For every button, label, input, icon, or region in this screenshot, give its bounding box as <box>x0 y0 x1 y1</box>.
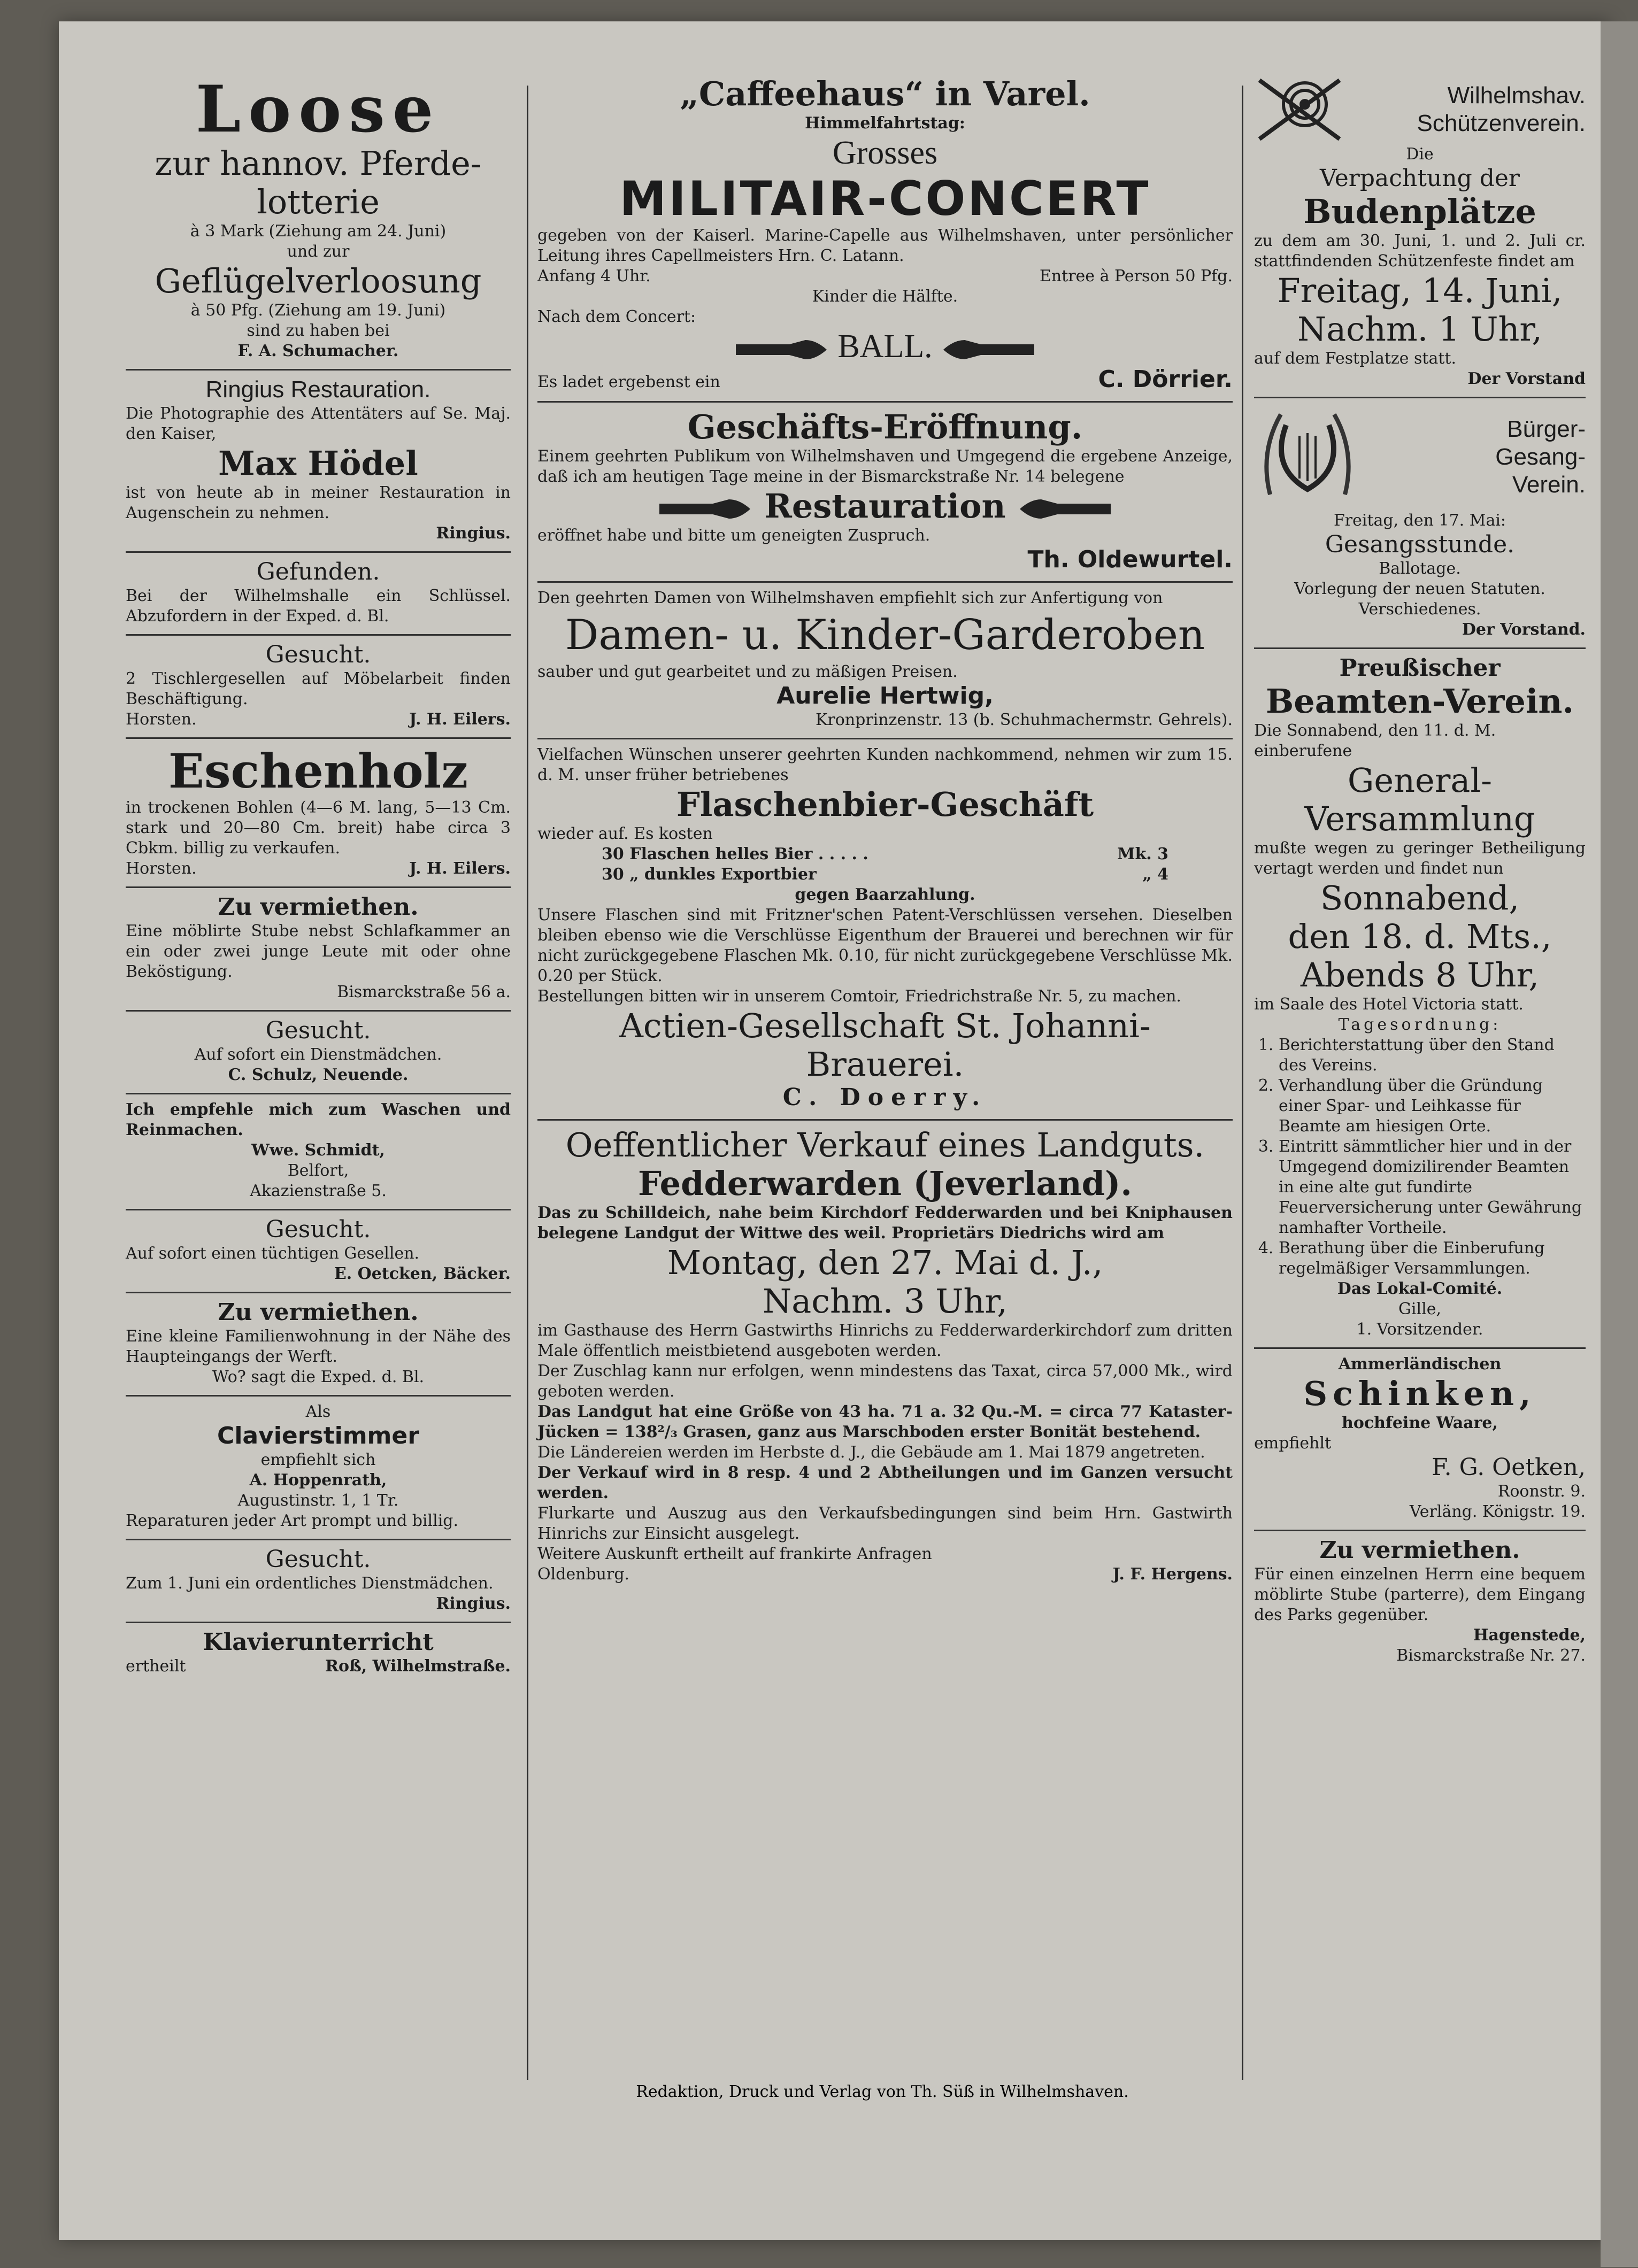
pointing-hand-right-icon <box>657 496 753 522</box>
pointing-hand-right-icon <box>733 336 829 363</box>
ad-eschenholz: Eschenholz in trockenen Bohlen (4—6 M. lang, 5—13 Cm. stark und 20—80 Cm. breit) habe circa 3 Cbkm. billig zu verkaufen. Horsten. J. H. Eilers. <box>126 739 511 888</box>
ad-schmidt: Ich empfehle mich zum Waschen und Reinmachen. Wwe. Schmidt, Belfort, Akazienstraße 5. <box>126 1094 511 1210</box>
ad-gesucht-dienstmaedchen: Gesucht. Auf sofort ein Dienstmädchen. C. Schulz, Neuende. <box>126 1012 511 1094</box>
ad-garderoben: Den geehrten Damen von Wilhelmshaven empfiehlt sich zur Anfertigung von Damen- u. Kinder-Garderoben sauber und gut gearbeitet und zu mäßigen Preisen. Aurelie Hertwig, Kronprinzenstr. 13 (b. Schuhmachermstr. Gehrels). <box>537 583 1233 739</box>
right-column <box>1254 70 1586 1673</box>
ad-vermiethen-stube: Zu vermiethen. Eine möblirte Stube nebst Schlafkammer an ein oder zwei junge Leute mit oder ohne Beköstigung. Bismarckstraße 56 a. <box>126 888 511 1012</box>
ad-gefunden: Gefunden. Bei der Wilhelmshalle ein Schlüssel. Abzufordern in der Exped. d. Bl. <box>126 553 511 636</box>
ad-caffeehaus: „Caffeehaus“ in Varel. Himmelfahrtstag: Grosses MILITAIR-CONCERT gegeben von der Kaiserl. Marine-Capelle aus Wilhelmshaven, unter persönlicher Leitung ihres Capellmeisters Hrn. C. Latann. Anfang 4 Uhr. Entree à Person 50 Pfg. Kinder die Hälfte. Nach dem Concert: BALL. Es ladet ergebenst ein C. Dörrier. <box>537 70 1233 403</box>
imprint-footer: Redaktion, Druck und Verlag von Th. Süß in Wilhelmshaven. <box>636 2082 1129 2101</box>
ad-clavierstimmer: Als Clavierstimmer empfiehlt sich A. Hoppenrath, Augustinstr. 1, 1 Tr. Reparaturen jeder Art prompt und billig. <box>126 1397 511 1540</box>
ad-ringius: Ringius Restauration. Die Photographie des Attentäters auf Se. Maj. den Kaiser, Max Hödel ist von heute ab in meiner Restauration in Augenschein zu nehmen. Ringius. <box>126 371 511 553</box>
page-edge <box>1601 21 1638 2267</box>
ad-gesangverein: Bürger- Gesang- Verein. Freitag, den 17. Mai: Gesangsstunde. Ballotage. Vorlegung der neuen Statuten. Verschiedenes. Der Vorstand. <box>1254 398 1586 649</box>
ad-geschaefts-eroeffnung: Geschäfts-Eröffnung. Einem geehrten Publikum von Wilhelmshaven und Umgegend die ergebene Anzeige, daß ich am heutigen Tage meine in der Bismarckstraße Nr. 14 belegene Restauration eröffnet habe und bitte um geneigten Zuspruch. Th. Oldewurtel. <box>537 403 1233 583</box>
ad-gesucht-tischler: Gesucht. 2 Tischlergesellen auf Möbelarbeit finden Beschäftigung. Horsten. J. H. Eilers. <box>126 636 511 739</box>
target-crossed-rifles-icon <box>1254 75 1345 144</box>
ad-gesucht-geselle: Gesucht. Auf sofort einen tüchtigen Gesellen. E. Oetcken, Bäcker. <box>126 1210 511 1293</box>
lyre-wreath-icon <box>1254 404 1361 511</box>
pointing-hand-left-icon <box>941 336 1037 363</box>
ad-vermiethen-herrn: Zu vermiethen. Für einen einzelnen Herrn eine bequem möblirte Stube (parterre), dem Eingang des Parks gegenüber. Hagenstede, Bismarckstraße Nr. 27. <box>1254 1537 1586 1665</box>
column-rule-right <box>1242 86 1243 2080</box>
ad-vermiethen-wohnung: Zu vermiethen. Eine kleine Familienwohnung in der Nähe des Haupteingangs der Werft. Wo? sagt die Exped. d. Bl. <box>126 1293 511 1397</box>
ad-flaschenbier: Vielfachen Wünschen unserer geehrten Kunden nachkommend, nehmen wir zum 15. d. M. unser früher betriebenes Flaschenbier-Geschäft wieder auf. Es kosten 30 Flaschen helles Bier . . . . . Mk. 3 30 „ dunkles Exportbier „ 4 gegen Baarzahlung. Unsere Flaschen sind mit Fritzner'schen Patent-Verschlüssen versehen. Dieselben bleiben ebenso wie die Verschlüsse Eigenthum der Brauerei und berechnen wir für nicht zurückgegebene Flaschen Mk. 0.10, für nicht zurückgegebene Verschlüsse Mk. 0.20 per Stück. Bestellungen bitten wir in unserem Comtoir, Friedrichstraße Nr. 5, zu machen. Actien-Gesellschaft St. Johanni- Brauerei. C. Doerry. <box>537 739 1233 1121</box>
ad-gesucht-juni: Gesucht. Zum 1. Juni ein ordentliches Dienstmädchen. Ringius. <box>126 1540 511 1623</box>
agenda-list: 1. Berichterstattung über den Stand des Vereins. 2. Verhandlung über die Gründung einer Spar- und Leihkasse für Beamte am hiesigen Orte. 3. Eintritt sämmtlicher hier und in der Umgegend domizilirender Beamten in eine alte gut fundirte Feuerversicherung unter Gewährung namhafter Vortheile. 4. Berathung über die Einberufung regelmäßiger Versammlungen. <box>1254 1035 1586 1279</box>
ad-landgut: Oeffentlicher Verkauf eines Landguts. Fedderwarden (Jeverland). Das zu Schilldeich, nahe beim Kirchdorf Fedderwarden und bei Kniphausen belegene Landgut der Wittwe des weil. Proprietärs Diedrichs wird am Montag, den 27. Mai d. J., Nachm. 3 Uhr, im Gasthause des Herrn Gastwirths Hinrichs zu Fedderwarderkirchdorf zum dritten Male öffentlich meistbietend ausgeboten werden. Der Zuschlag kann nur erfolgen, wenn mindestens das Taxat, circa 57,000 Mk., wird geboten werden. Das Landgut hat eine Größe von 43 ha. 71 a. 32 Qu.-M. = circa 77 Kataster-Jücken = 138²/₃ Grasen, ganz aus Marschboden erster Bonität bestehend. Die Ländereien werden im Herbste d. J., die Gebäude am 1. Mai 1879 angetreten. Der Verkauf wird in 8 resp. 4 und 2 Abtheilungen und im Ganzen versucht werden. Flurkarte und Auszug aus den Verkaufsbedingungen sind beim Hrn. Gastwirth Hinrichs zur Einsicht ausgelegt. Weitere Auskunft ertheilt auf frankirte Anfragen Oldenburg. J. F. Hergens. <box>537 1125 1233 1584</box>
ad-beamten-verein: Preußischer Beamten-Verein. Die Sonnabend, den 11. d. M. einberufene General- Versammlung mußte wegen zu geringer Betheiligung vertagt werden und findet nun Sonnabend, den 18. d. Mts., Abends 8 Uhr, im Saale des Hotel Victoria statt. Tagesordnung: 1. Berichterstattung über den Stand des Vereins. 2. Verhandlung über die Gründung einer Spar- und Leihkasse für Beamte am hiesigen Orte. 3. Eintritt sämmtlicher hier und in der Umgegend domizilirender Beamten in eine alte gut fundirte Feuerversicherung unter Gewährung namhafter Vortheile. 4. Berathung über die Einberufung regelmäßiger Versammlungen. Das Lokal-Comité. Gille, 1. Vorsitzender. <box>1254 649 1586 1349</box>
ad-title: Loose <box>195 72 441 147</box>
ad-schinken: Ammerländischen Schinken, hochfeine Waare, empfiehlt F. G. Oetken, Roonstr. 9. Verläng. Königstr. 19. <box>1254 1349 1586 1531</box>
ad-schuetzenverein: Wilhelmshav. Schützenverein. Die Verpachtung der Budenplätze zu dem am 30. Juni, 1. und 2. Juli cr. stattfindenden Schützenfeste findet am Freitag, 14. Juni, Nachm. 1 Uhr, auf dem Festplatze statt. Der Vorstand <box>1254 70 1586 398</box>
ad-loose: Loose zur hannov. Pferde- lotterie à 3 Mark (Ziehung am 24. Juni) und zur Geflügelverloosung à 50 Pfg. (Ziehung am 19. Juni) sind zu haben bei F. A. Schumacher. <box>126 70 511 371</box>
left-column <box>126 70 511 1684</box>
center-column <box>537 70 1233 1592</box>
ad-klavierunterricht: Klavierunterricht ertheilt Roß, Wilhelmstraße. <box>126 1629 511 1676</box>
column-rule-left <box>527 86 528 2080</box>
pointing-hand-left-icon <box>1017 496 1113 522</box>
